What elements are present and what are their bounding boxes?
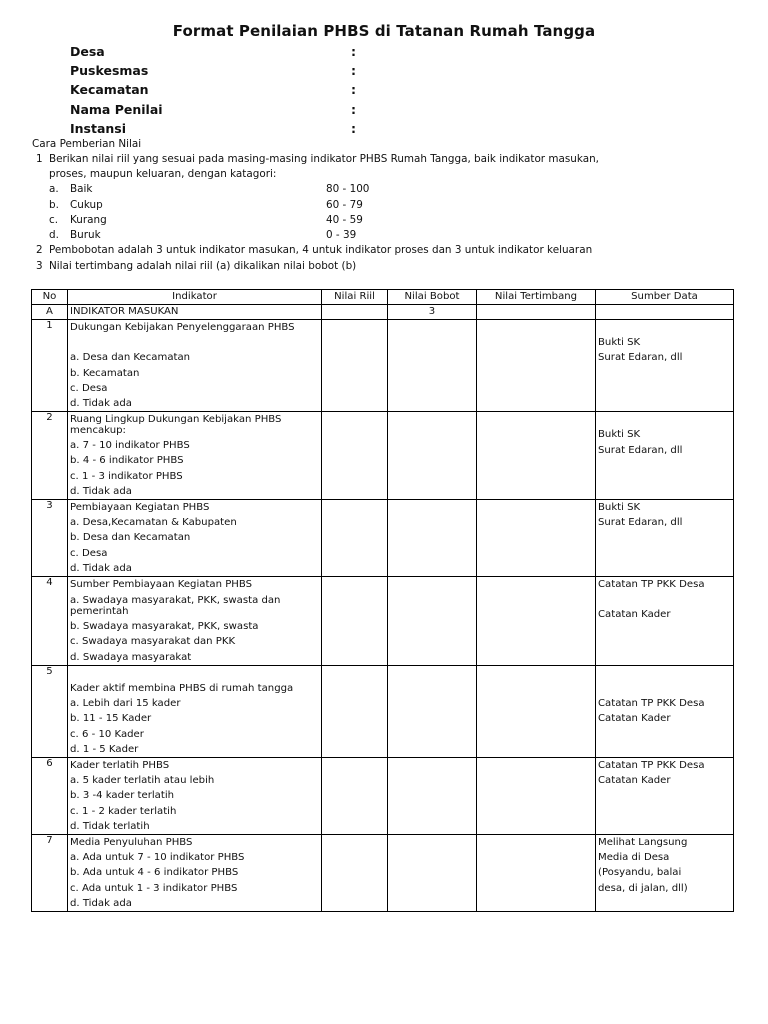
- table-row: [32, 577, 734, 666]
- instruction-number: 2: [36, 244, 43, 256]
- source-line: Melihat Langsung: [598, 837, 688, 849]
- indicator-option: a. Desa,Kecamatan & Kabupaten: [70, 517, 237, 529]
- indicator-option: a. 5 kader terlatih atau lebih: [70, 775, 215, 787]
- category-label: Buruk: [70, 229, 101, 241]
- indicator-cell: [68, 577, 322, 666]
- meta-field-desa: [70, 42, 370, 61]
- nilai-bobot-cell: [388, 758, 477, 835]
- section-row: [32, 305, 734, 320]
- indicator-cell: [68, 500, 322, 577]
- source-line: (Posyandu, balai: [598, 867, 682, 879]
- meta-colon: :: [351, 120, 356, 136]
- source-line: Media di Desa: [598, 852, 670, 864]
- meta-field-nama-penilai: [70, 100, 370, 119]
- table-row: [32, 500, 734, 577]
- indicator-option: b. Kecamatan: [70, 367, 140, 379]
- indicator-title: Pembiayaan Kegiatan PHBS: [70, 502, 210, 514]
- meta-field-puskesmas: [70, 61, 370, 80]
- nilai-riil-cell[interactable]: [322, 305, 388, 320]
- indicator-option: a. 7 - 10 indikator PHBS: [70, 440, 190, 452]
- source-cell: [596, 665, 734, 757]
- source-line: Surat Edaran, dll: [598, 517, 683, 529]
- row-number: 5: [32, 665, 68, 757]
- meta-colon: :: [351, 44, 356, 59]
- instruction-number: 3: [36, 260, 43, 272]
- header-nilai-bobot: Nilai Bobot: [388, 290, 477, 305]
- meta-label: Puskesmas: [70, 63, 149, 79]
- meta-colon: :: [351, 63, 356, 79]
- category-label: Cukup: [70, 199, 103, 211]
- assessment-table: [31, 289, 734, 912]
- meta-colon: :: [351, 101, 356, 117]
- table-row: [32, 320, 734, 412]
- page-title: Format Penilaian PHBS di Tatanan Rumah Tangga: [172, 22, 596, 40]
- indicator-cell: [68, 320, 322, 412]
- indicator-option: b. 11 - 15 Kader: [70, 713, 152, 725]
- category-range: 0 - 39: [326, 229, 357, 241]
- source-line: Catatan TP PKK Desa: [598, 760, 705, 772]
- sumber-data-cell: [596, 305, 734, 320]
- row-number: 1: [32, 320, 68, 412]
- indicator-cell: [68, 835, 322, 912]
- nilai-tertimbang-cell[interactable]: [477, 412, 596, 500]
- category-letter: d.: [49, 229, 59, 241]
- category-label: Kurang: [70, 214, 107, 226]
- indicator-option: b. 4 - 6 indikator PHBS: [70, 455, 184, 467]
- indicator-option: a. Ada untuk 7 - 10 indikator PHBS: [70, 852, 245, 864]
- category-range: 60 - 79: [326, 199, 363, 211]
- nilai-riil-cell[interactable]: [322, 758, 388, 835]
- indicator-option: d. Swadaya masyarakat: [70, 651, 192, 663]
- instruction-text: Nilai tertimbang adalah nilai riil (a) dikalikan nilai bobot (b): [49, 260, 357, 272]
- table-row: [32, 758, 734, 835]
- header-nilai-tertimbang: Nilai Tertimbang: [477, 290, 596, 305]
- nilai-tertimbang-cell[interactable]: [477, 500, 596, 577]
- indicator-option: b. Ada untuk 4 - 6 indikator PHBS: [70, 867, 239, 879]
- nilai-riil-cell[interactable]: [322, 320, 388, 412]
- indicator-option: b. Swadaya masyarakat, PKK, swasta: [70, 621, 259, 633]
- meta-label: Instansi: [70, 120, 127, 136]
- indicator-option: d. Tidak ada: [70, 398, 132, 409]
- source-line: Bukti SK: [598, 502, 641, 514]
- indicator-option: d. 1 - 5 Kader: [70, 743, 139, 755]
- nilai-bobot-cell: [388, 577, 477, 666]
- indicator-option: d. Tidak ada: [70, 897, 132, 909]
- nilai-riil-cell[interactable]: [322, 665, 388, 757]
- source-line: Surat Edaran, dll: [598, 444, 683, 456]
- indicator-option: b. 3 -4 kader terlatih: [70, 790, 175, 802]
- nilai-tertimbang-cell[interactable]: [477, 320, 596, 412]
- meta-fields: [70, 42, 370, 138]
- nilai-tertimbang-cell[interactable]: [477, 305, 596, 320]
- nilai-riil-cell[interactable]: [322, 412, 388, 500]
- indicator-cell: [68, 412, 322, 500]
- source-cell: [596, 500, 734, 577]
- source-cell: [596, 758, 734, 835]
- row-number: 3: [32, 500, 68, 577]
- meta-label: Nama Penilai: [70, 101, 163, 117]
- source-cell: [596, 320, 734, 412]
- category-range: 80 - 100: [326, 183, 370, 195]
- indicator-option: a. Desa dan Kecamatan: [70, 352, 191, 364]
- indicator-cell: [68, 758, 322, 835]
- indicator-option: d. Tidak ada: [70, 562, 132, 574]
- source-cell: [596, 412, 734, 500]
- nilai-tertimbang-cell[interactable]: [477, 577, 596, 666]
- nilai-bobot-cell: [388, 320, 477, 412]
- indicator-title: Kader aktif membina PHBS di rumah tangga: [70, 683, 294, 695]
- header-no: No: [32, 290, 68, 305]
- indicator-title: Ruang Lingkup Dukungan Kebijakan PHBS mencakup:: [70, 414, 282, 437]
- indicator-option: c. Desa: [70, 547, 108, 559]
- nilai-tertimbang-cell[interactable]: [477, 665, 596, 757]
- row-number: 6: [32, 758, 68, 835]
- source-line: Catatan Kader: [598, 609, 671, 621]
- indicator-title: Sumber Pembiayaan Kegiatan PHBS: [70, 579, 253, 591]
- source-line: Bukti SK: [598, 337, 641, 349]
- row-number: 2: [32, 412, 68, 500]
- category-letter: a.: [49, 183, 59, 195]
- source-line: Catatan Kader: [598, 713, 671, 725]
- indicator-option: b. Desa dan Kecamatan: [70, 532, 191, 544]
- row-number: 7: [32, 835, 68, 912]
- indicator-option: a. Swadaya masyarakat, PKK, swasta dan pemerintah: [70, 595, 281, 618]
- source-line: Bukti SK: [598, 429, 641, 441]
- indicator-option: c. 6 - 10 Kader: [70, 728, 144, 740]
- table-header-row: [32, 290, 734, 305]
- indicator-option: d. Tidak ada: [70, 485, 132, 497]
- section-no: A: [32, 305, 68, 320]
- indicator-option: c. Desa: [70, 382, 108, 394]
- source-line: Catatan Kader: [598, 775, 671, 787]
- indicator-option: d. Tidak terlatih: [70, 820, 150, 832]
- table-row: [32, 835, 734, 912]
- source-line: Surat Edaran, dll: [598, 352, 683, 364]
- indicator-title: Media Penyuluhan PHBS: [70, 837, 193, 849]
- source-cell: [596, 835, 734, 912]
- nilai-riil-cell[interactable]: [322, 500, 388, 577]
- instructions-heading: Cara Pemberian Nilai: [32, 138, 142, 150]
- meta-field-instansi: [70, 119, 370, 138]
- section-bobot: 3: [388, 305, 477, 320]
- source-line: desa, di jalan, dll): [598, 882, 688, 894]
- nilai-tertimbang-cell[interactable]: [477, 758, 596, 835]
- indicator-option: c. 1 - 2 kader terlatih: [70, 805, 177, 817]
- nilai-bobot-cell: [388, 835, 477, 912]
- row-number: 4: [32, 577, 68, 666]
- instruction-text: Pembobotan adalah 3 untuk indikator masukan, 4 untuk indikator proses dan 3 untuk indikator keluaran: [49, 244, 593, 256]
- header-sumber-data: Sumber Data: [596, 290, 734, 305]
- source-cell: [596, 577, 734, 666]
- indicator-option: c. 1 - 3 indikator PHBS: [70, 470, 183, 482]
- nilai-bobot-cell: [388, 665, 477, 757]
- section-label: INDIKATOR MASUKAN: [68, 305, 322, 320]
- instruction-text: Berikan nilai riil yang sesuai pada masing-masing indikator PHBS Rumah Tangga, baik indikator masukan,: [49, 153, 599, 165]
- indicator-option: c. Swadaya masyarakat dan PKK: [70, 636, 236, 648]
- nilai-riil-cell[interactable]: [322, 835, 388, 912]
- instruction-number: 1: [36, 153, 43, 165]
- nilai-riil-cell[interactable]: [322, 577, 388, 666]
- category-label: Baik: [70, 183, 93, 195]
- indicator-option: a. Lebih dari 15 kader: [70, 698, 181, 710]
- indicator-title: Kader terlatih PHBS: [70, 760, 170, 772]
- nilai-bobot-cell: [388, 412, 477, 500]
- meta-label: Desa: [70, 44, 105, 59]
- nilai-tertimbang-cell[interactable]: [477, 835, 596, 912]
- meta-label: Kecamatan: [70, 82, 149, 98]
- header-nilai-riil: Nilai Riil: [322, 290, 388, 305]
- table-row: [32, 412, 734, 500]
- category-letter: c.: [49, 214, 59, 226]
- category-letter: b.: [49, 199, 59, 211]
- source-line: Catatan TP PKK Desa: [598, 698, 705, 710]
- instruction-text: proses, maupun keluaran, dengan katagori:: [49, 168, 277, 180]
- indicator-title: Dukungan Kebijakan Penyelenggaraan PHBS: [70, 322, 295, 333]
- meta-colon: :: [351, 82, 356, 98]
- header-indikator: Indikator: [68, 290, 322, 305]
- indicator-option: c. Ada untuk 1 - 3 indikator PHBS: [70, 882, 238, 894]
- indicator-cell: [68, 665, 322, 757]
- source-line: Catatan TP PKK Desa: [598, 579, 705, 591]
- meta-field-kecamatan: [70, 80, 370, 99]
- table-row: [32, 665, 734, 757]
- category-range: 40 - 59: [326, 214, 363, 226]
- nilai-bobot-cell: [388, 500, 477, 577]
